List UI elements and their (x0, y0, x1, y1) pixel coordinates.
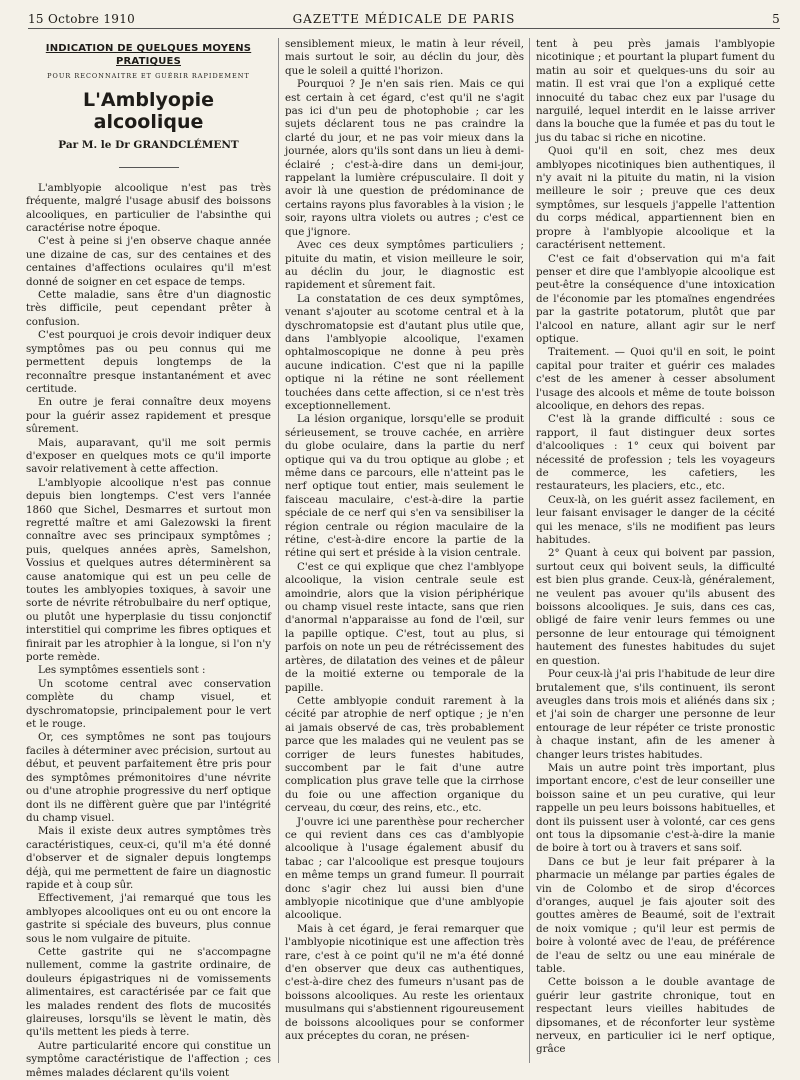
paragraph: La constatation de ces deux symptômes, venant s'ajouter au scotome central et à la dyschromatopsie est d'autant plus utile que, dans l'amblyopie alcoolique, l'examen ophtalmoscopique ne donne à peu près aucune indication. C'est que ni la papille optique ni la rétine ne sont réellement touchées dans cette affection, si ce n'est très exceptionnellement. (285, 292, 524, 412)
paragraph: Cette gastrite qui ne s'accompagne nullement, comme la gastrite ordinaire, de douleurs épigastriques ni de vomissements alimentaires, est caractérisée par ce fait que les malades rendent des flots de mucosités glaireuses, lorsqu'ils se lèvent le matin, dès qu'ils mettent les pieds à terre. (26, 945, 271, 1039)
paragraph: C'est ce fait d'observation qui m'a fait penser et dire que l'amblyopie alcoolique est peut-être la conséquence d'une intoxication de l'économie par les ptomaïnes engendrées par la gastrite potatorum, plutôt que par l'alcool en nature, allant agir sur le nerf optique. (536, 252, 775, 345)
paragraph: Effectivement, j'ai remarqué que tous les amblyopes alcooliques ont eu ou ont encore la gastrite si spéciale des buveurs, plus connue sous le nom vulgaire de pituite. (26, 892, 271, 945)
issue-date: 15 Octobre 1910 (28, 12, 136, 26)
article-kicker: INDICATION DE QUELQUES MOYENS PRATIQUES (45, 43, 252, 67)
paragraph: Or, ces symptômes ne sont pas toujours faciles à déterminer avec précision, surtout au début, et peuvent parfaitement être pris pour des symptômes prémonitoires d'une névrite ou d'une atrophie progressive du nerf optique dont ils ne diffèrent guère que par l'intégrité du champ visuel. (26, 731, 271, 824)
paragraph: 2° Quant à ceux qui boivent par passion, surtout ceux qui boivent seuls, la difficulté est bien plus grande. Ceux-là, généralement, ne veulent pas avouer qu'ils abusent des boissons alcooliques. Je suis, dans ces cas, obligé de faire venir leurs femmes ou une personne de leur entourage qui témoignent hautement des funestes habitudes du sujet en question. (536, 547, 775, 667)
paragraph: En outre je ferai connaître deux moyens pour la guérir assez rapidement et presque sûrement. (26, 396, 271, 436)
column-2 (278, 38, 524, 1063)
paragraph: Un scotome central avec conservation complète du champ visuel, et dyschromatopsie, principalement pour le vert et le rouge. (26, 677, 271, 731)
paragraph: C'est pourquoi je crois devoir indiquer deux symptômes pas ou peu connus qui me permettent depuis longtemps de la reconnaître presque instantanément et avec certitude. (26, 329, 271, 395)
paragraph: Ceux-là, on les guérit assez facilement, en leur faisant envisager le danger de la cécité qui les menace, s'ils ne modifient pas leurs habitudes. (536, 493, 775, 547)
paragraph: sensiblement mieux, le matin à leur réveil, mais surtout le soir, au déclin du jour, dès que le soleil a quitté l'horizon. (285, 38, 524, 77)
column-2-body (285, 38, 524, 1043)
paragraph: Pourquoi ? Je n'en sais rien. Mais ce qui est certain à cet égard, c'est qu'il ne s'agit pas ici d'un peu de photophobie ; car les sujets déclarent tous ne pas craindre la clarté du jour, et ne pas voir mieux dans la journée, alors qu'ils sont dans un lieu à demi-éclairé ; c'est-à-dire dans un demi-jour, rappelant la lumière crépusculaire. Il doit y avoir là une question de prédominance de certains rayons plus favorables à la vision ; le soir, rayons ultra violets ou autres ; c'est ce que j'ignore. (285, 78, 524, 238)
article-kicker-sub: POUR RECONNAITRE ET GUÉRIR RAPIDEMENT (47, 72, 250, 80)
paragraph: Mais il existe deux autres symptômes très caractéristiques, ceux-ci, qu'il m'a été donné d'observer et de signaler depuis longtemps déjà, qui me permettent de faire un diagnostic rapide et à coup sûr. (26, 825, 271, 891)
column-3-body (536, 38, 775, 1057)
paragraph: Mais, auparavant, qu'il me soit permis d'exposer en quelques mots ce qu'il importe savoir relativement à cette affection. (26, 436, 271, 476)
paragraph: tent à peu près jamais l'amblyopie nicotinique ; et pourtant la plupart fument du matin au soir et quelques-uns du soir au matin. Il est vrai que l'on a expliqué cette innocuité du tabac chez eux par l'usage du narguilé, lequel interdit en le laisse arriver dans la bouche que la fumée et pas du tout le jus du tabac si riche en nicotine. (536, 38, 775, 144)
paragraph: Cette maladie, sans être d'un diagnostic très difficile, peut cependant prêter à confusion. (26, 289, 271, 328)
paragraph: Autre particularité encore qui constitue un symptôme caractéristique de l'affection ; ces mêmes malades déclarent qu'ils voient (26, 1039, 271, 1079)
column-1-body (26, 182, 271, 1080)
paragraph: Pour ceux-là j'ai pris l'habitude de leur dire brutalement que, s'ils continuent, ils seront aveugles dans trois mois et aliénés dans six ; et j'ai soin de charger une personne de leur entourage de leur répéter ce triste pronostic à chaque instant, afin de les amener à changer leurs tristes habitudes. (536, 668, 775, 761)
paragraph: C'est ce qui explique que chez l'amblyope alcoolique, la vision centrale seule est amoindrie, alors que la vision périphérique ou champ visuel reste intacte, sans que rien d'anormal n'apparaisse au fond de l'œil, sur la papille optique. C'est, tout au plus, si parfois on note un peu de rétrécissement des artères, de dilatation des veines et de pâleur de la moitié externe ou temporale de la papille. (285, 560, 524, 694)
title-separator (119, 167, 179, 168)
paragraph: Mais à cet égard, je ferai remarquer que l'amblyopie nicotinique est une affection très rare, c'est à ce point qu'il ne m'a été donné d'en observer que deux cas authentiques, c'est-à-dire chez des fumeurs n'usant pas de boissons alcooliques. Au reste les orientaux musulmans qui s'abstiennent rigoureusement de boissons alcooliques pour se conformer aux préceptes du coran, ne présen- (285, 922, 524, 1043)
journal-title: GAZETTE MÉDICALE DE PARIS (292, 12, 516, 26)
article-title: L'Amblyopie alcoolique (83, 89, 214, 134)
paragraph: C'est à peine si j'en observe chaque année une dizaine de cas, sur des centaines et des centaines d'affections oculaires qu'il m'est donné de soigner en cet espace de temps. (26, 235, 271, 288)
column-1 (26, 38, 271, 1079)
paragraph: La lésion organique, lorsqu'elle se produit sérieusement, se trouve cachée, en arrière du globe oculaire, dans la partie du nerf optique qui va du trou optique au globe ; et même dans ce parcours, elle n'atteint pas le nerf optique tout entier, mais seulement le faisceau maculaire, c'est-à-dire la partie spéciale de ce nerf qui s'en va sensibiliser la région centrale ou région maculaire de la rétine, c'est-à-dire encore la partie de la rétine qui sert et préside à la vision centrale. (285, 413, 524, 560)
paragraph: L'amblyopie alcoolique n'est pas connue depuis bien longtemps. C'est vers l'année 1860 que Sichel, Desmarres et surtout mon regretté maître et ami Galezowski la firent connaître avec ses principaux symptômes ; puis, quelques années après, Samelshon, Vossius et quelques autres déterminèrent sa cause anatomique qui est un peu celle de toutes les amblyopies toxiques, à savoir une sorte de névrite rétrobulbaire du nerf optique, ou plutôt une hyperplasie du tissu conjonctif interstitiel qui comprime les fibres optiques et finirait par les atrophier à la longue, si l'on n'y porte remède. (26, 476, 271, 664)
paragraph: Traitement. — Quoi qu'il en soit, le point capital pour traiter et guérir ces malades c'est de les amener à cesser absolument l'usage des alcools et même de toute boisson alcoolique, en dehors des repas. (536, 346, 775, 412)
paragraph: Les symptômes essentiels sont : (38, 664, 206, 677)
running-header (28, 10, 780, 29)
paragraph: Dans ce but je leur fait préparer à la pharmacie un mélange par parties égales de vin de Colombo et de sirop d'écorces d'oranges, auquel je fais ajouter soit des gouttes amères de Beaumé, soit de l'extrait de noix vomique ; qu'il leur est permis de boire à volonté avec de l'eau, de préférence de l'eau de seltz ou une eau minérale de table. (536, 855, 775, 976)
paragraph: Quoi qu'il en soit, chez mes deux amblyopes nicotiniques bien authentiques, il n'y avait ni la pituite du matin, ni la vision meilleure le soir ; preuve que ces deux symptômes, sur lesquels j'appelle l'attention du corps médical, appartiennent bien en propre à l'amblyopie alcoolique et la caractérisent nettement. (536, 145, 775, 252)
paragraph: J'ouvre ici une parenthèse pour rechercher ce qui revient dans ces cas d'amblyopie alcoolique à l'usage également abusif du tabac ; car l'alcoolique est presque toujours en même temps un grand fumeur. Il pourrait donc s'agir chez lui aussi bien d'une amblyopie nicotinique que d'une amblyopie alcoolique. (285, 815, 524, 922)
paragraph: Mais un autre point très important, plus important encore, c'est de leur conseiller une boisson saine et un peu curative, qui leur rappelle un peu leurs boissons habituelles, et dont ils puissent user à volonté, car ces gens ont tous la dipsomanie c'est-à-dire la manie de boire à tort ou à travers et sans soif. (536, 761, 775, 855)
article-columns (26, 38, 775, 1079)
paragraph: L'amblyopie alcoolique n'est pas très fréquente, malgré l'usage abusif des boissons alcooliques, en particulier de l'absinthe qui caractérise notre époque. (26, 181, 271, 235)
paragraph: Cette amblyopie conduit rarement à la cécité par atrophie de nerf optique ; je n'en ai jamais observé de cas, très probablement parce que les malades qui ne veulent pas se corriger de leurs funestes habitudes, succombent par le fait d'une autre complication plus grave telle que la cirrhose du foie ou une affection organique du cerveau, du cœur, des reins, etc., etc. (285, 694, 524, 815)
article-byline: Par M. le Dr GRANDCLÉMENT (58, 139, 239, 152)
paragraph: C'est là la grande difficulté : sous ce rapport, il faut distinguer deux sortes d'alcooliques : 1° ceux qui boivent par nécessité de profession ; tels les voyageurs de commerce, les cafetiers, les restaurateurs, les placiers, etc., etc. (536, 413, 775, 493)
page-number: 5 (772, 12, 780, 26)
paragraph: Avec ces deux symptômes particuliers ; pituite du matin, et vision meilleure le soir, au déclin du jour, le diagnostic est rapidement et sûrement fait. (285, 239, 524, 292)
column-3 (529, 38, 775, 1063)
paragraph: Cette boisson a le double avantage de guérir leur gastrite chronique, tout en respectant leurs vieilles habitudes de dipsomanes, et de réconforter leur système nerveux, en particulier ici le nerf optique, grâce (536, 976, 775, 1056)
